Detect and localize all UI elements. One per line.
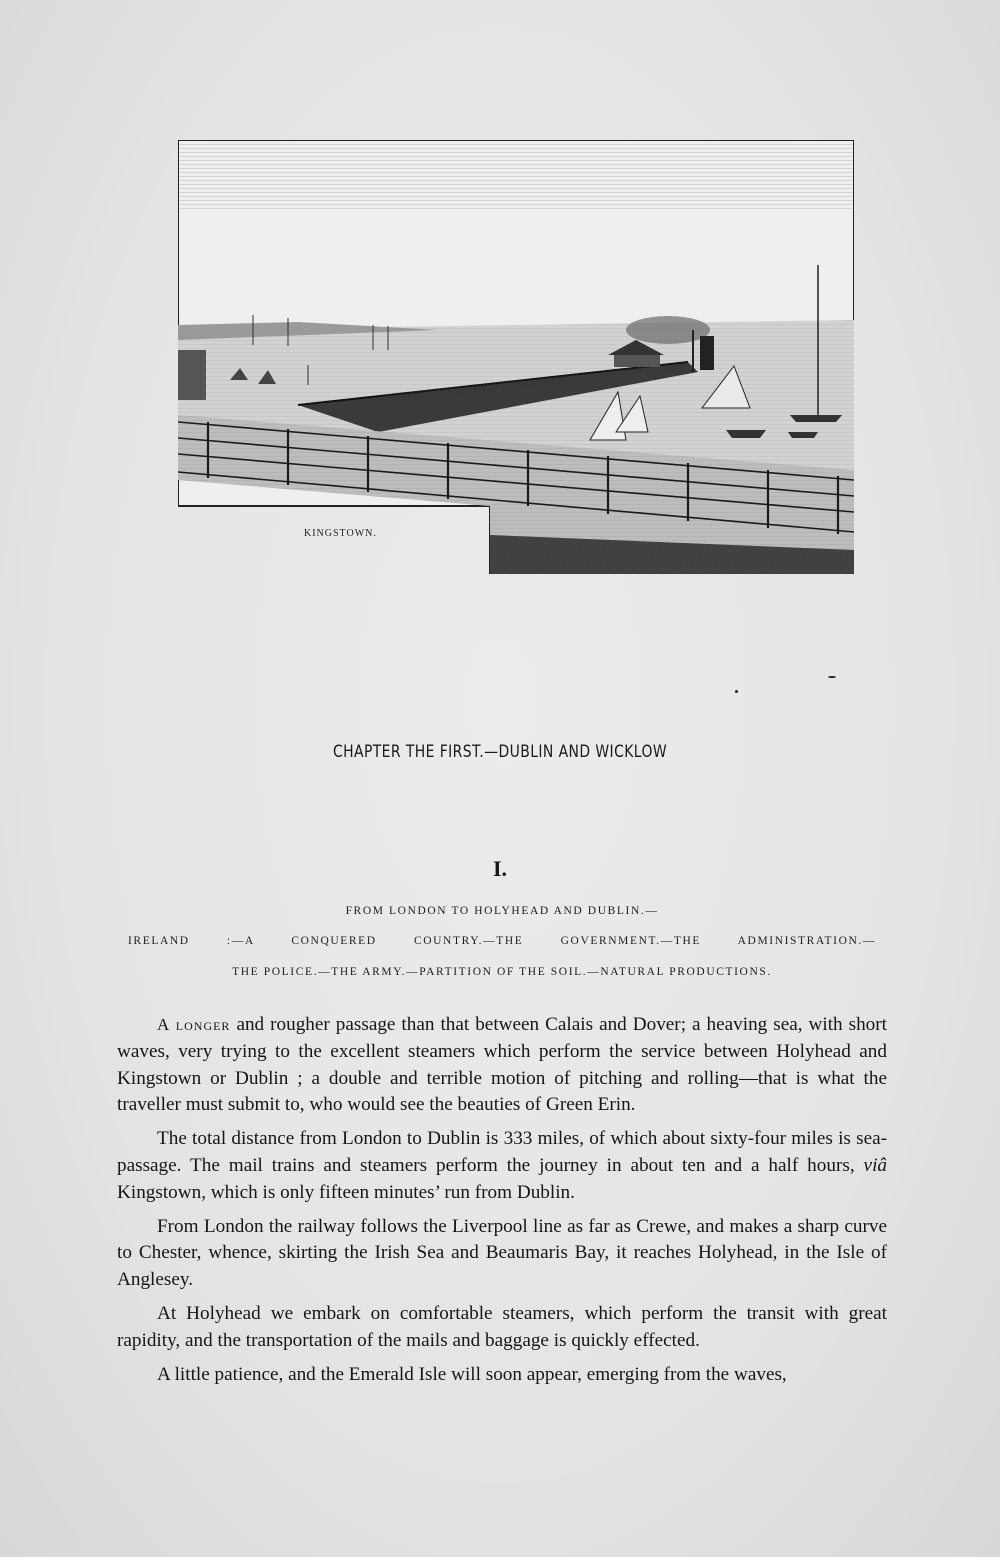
chapter-title: CHAPTER THE FIRST.—DUBLIN AND WICKLOW xyxy=(332,742,668,762)
paragraph: A little patience, and the Emerald Isle will soon appear, emerging from the waves, xyxy=(157,1363,787,1385)
chapter-summary-line: THE POLICE.—THE ARMY.—PARTITION OF THE SOIL.—NATURAL PRODUCTIONS. xyxy=(232,966,772,978)
body-text xyxy=(117,1012,887,1395)
paragraph-text: The total distance from London to Dublin is 333 miles, of which about sixty-four miles is sea-passage. The mail trains and steamers perform the journey in about ten and a half hours, xyxy=(117,1128,887,1176)
kingstown-engraving xyxy=(178,140,854,574)
section-number: I. xyxy=(492,856,508,881)
paragraph-text: and rougher passage than that between Calais and Dover; a heaving sea, with short waves, very trying to the excellent steamers which perform the service between Holyhead and Kingstown or Dublin ; a double and terrible motion of pitching and rolling—that is what the traveller must submit to, who would see the beauties of Green Erin. xyxy=(117,1014,887,1116)
ink-speck xyxy=(828,676,836,678)
paragraph: From London the railway follows the Liverpool line as far as Crewe, and makes a sharp curve to Chester, whence, skirting the Irish Sea and Beaumaris Bay, it reaches Holyhead, in the Isle of Anglesey. xyxy=(117,1215,887,1291)
ink-speck xyxy=(735,690,738,693)
chapter-summary-line: IRELAND :—A CONQUERED COUNTRY.—THE GOVERNMENT.—THE ADMINISTRATION.— xyxy=(128,935,876,947)
illustration-caption: KINGSTOWN. xyxy=(304,528,377,539)
paragraph-text: Kingstown, which is only fifteen minutes’ run from Dublin. xyxy=(117,1181,575,1203)
paragraph xyxy=(117,1126,887,1206)
italic-word: viâ xyxy=(863,1154,887,1176)
paragraph xyxy=(117,1012,887,1119)
small-caps-opening: A longer xyxy=(157,1015,231,1034)
paragraph: At Holyhead we embark on comfortable steamers, which perform the transit with great rapidity, and the transportation of the mails and baggage is quickly effected. xyxy=(117,1302,887,1351)
chapter-summary-line: FROM LONDON TO HOLYHEAD AND DUBLIN.— xyxy=(345,905,659,917)
